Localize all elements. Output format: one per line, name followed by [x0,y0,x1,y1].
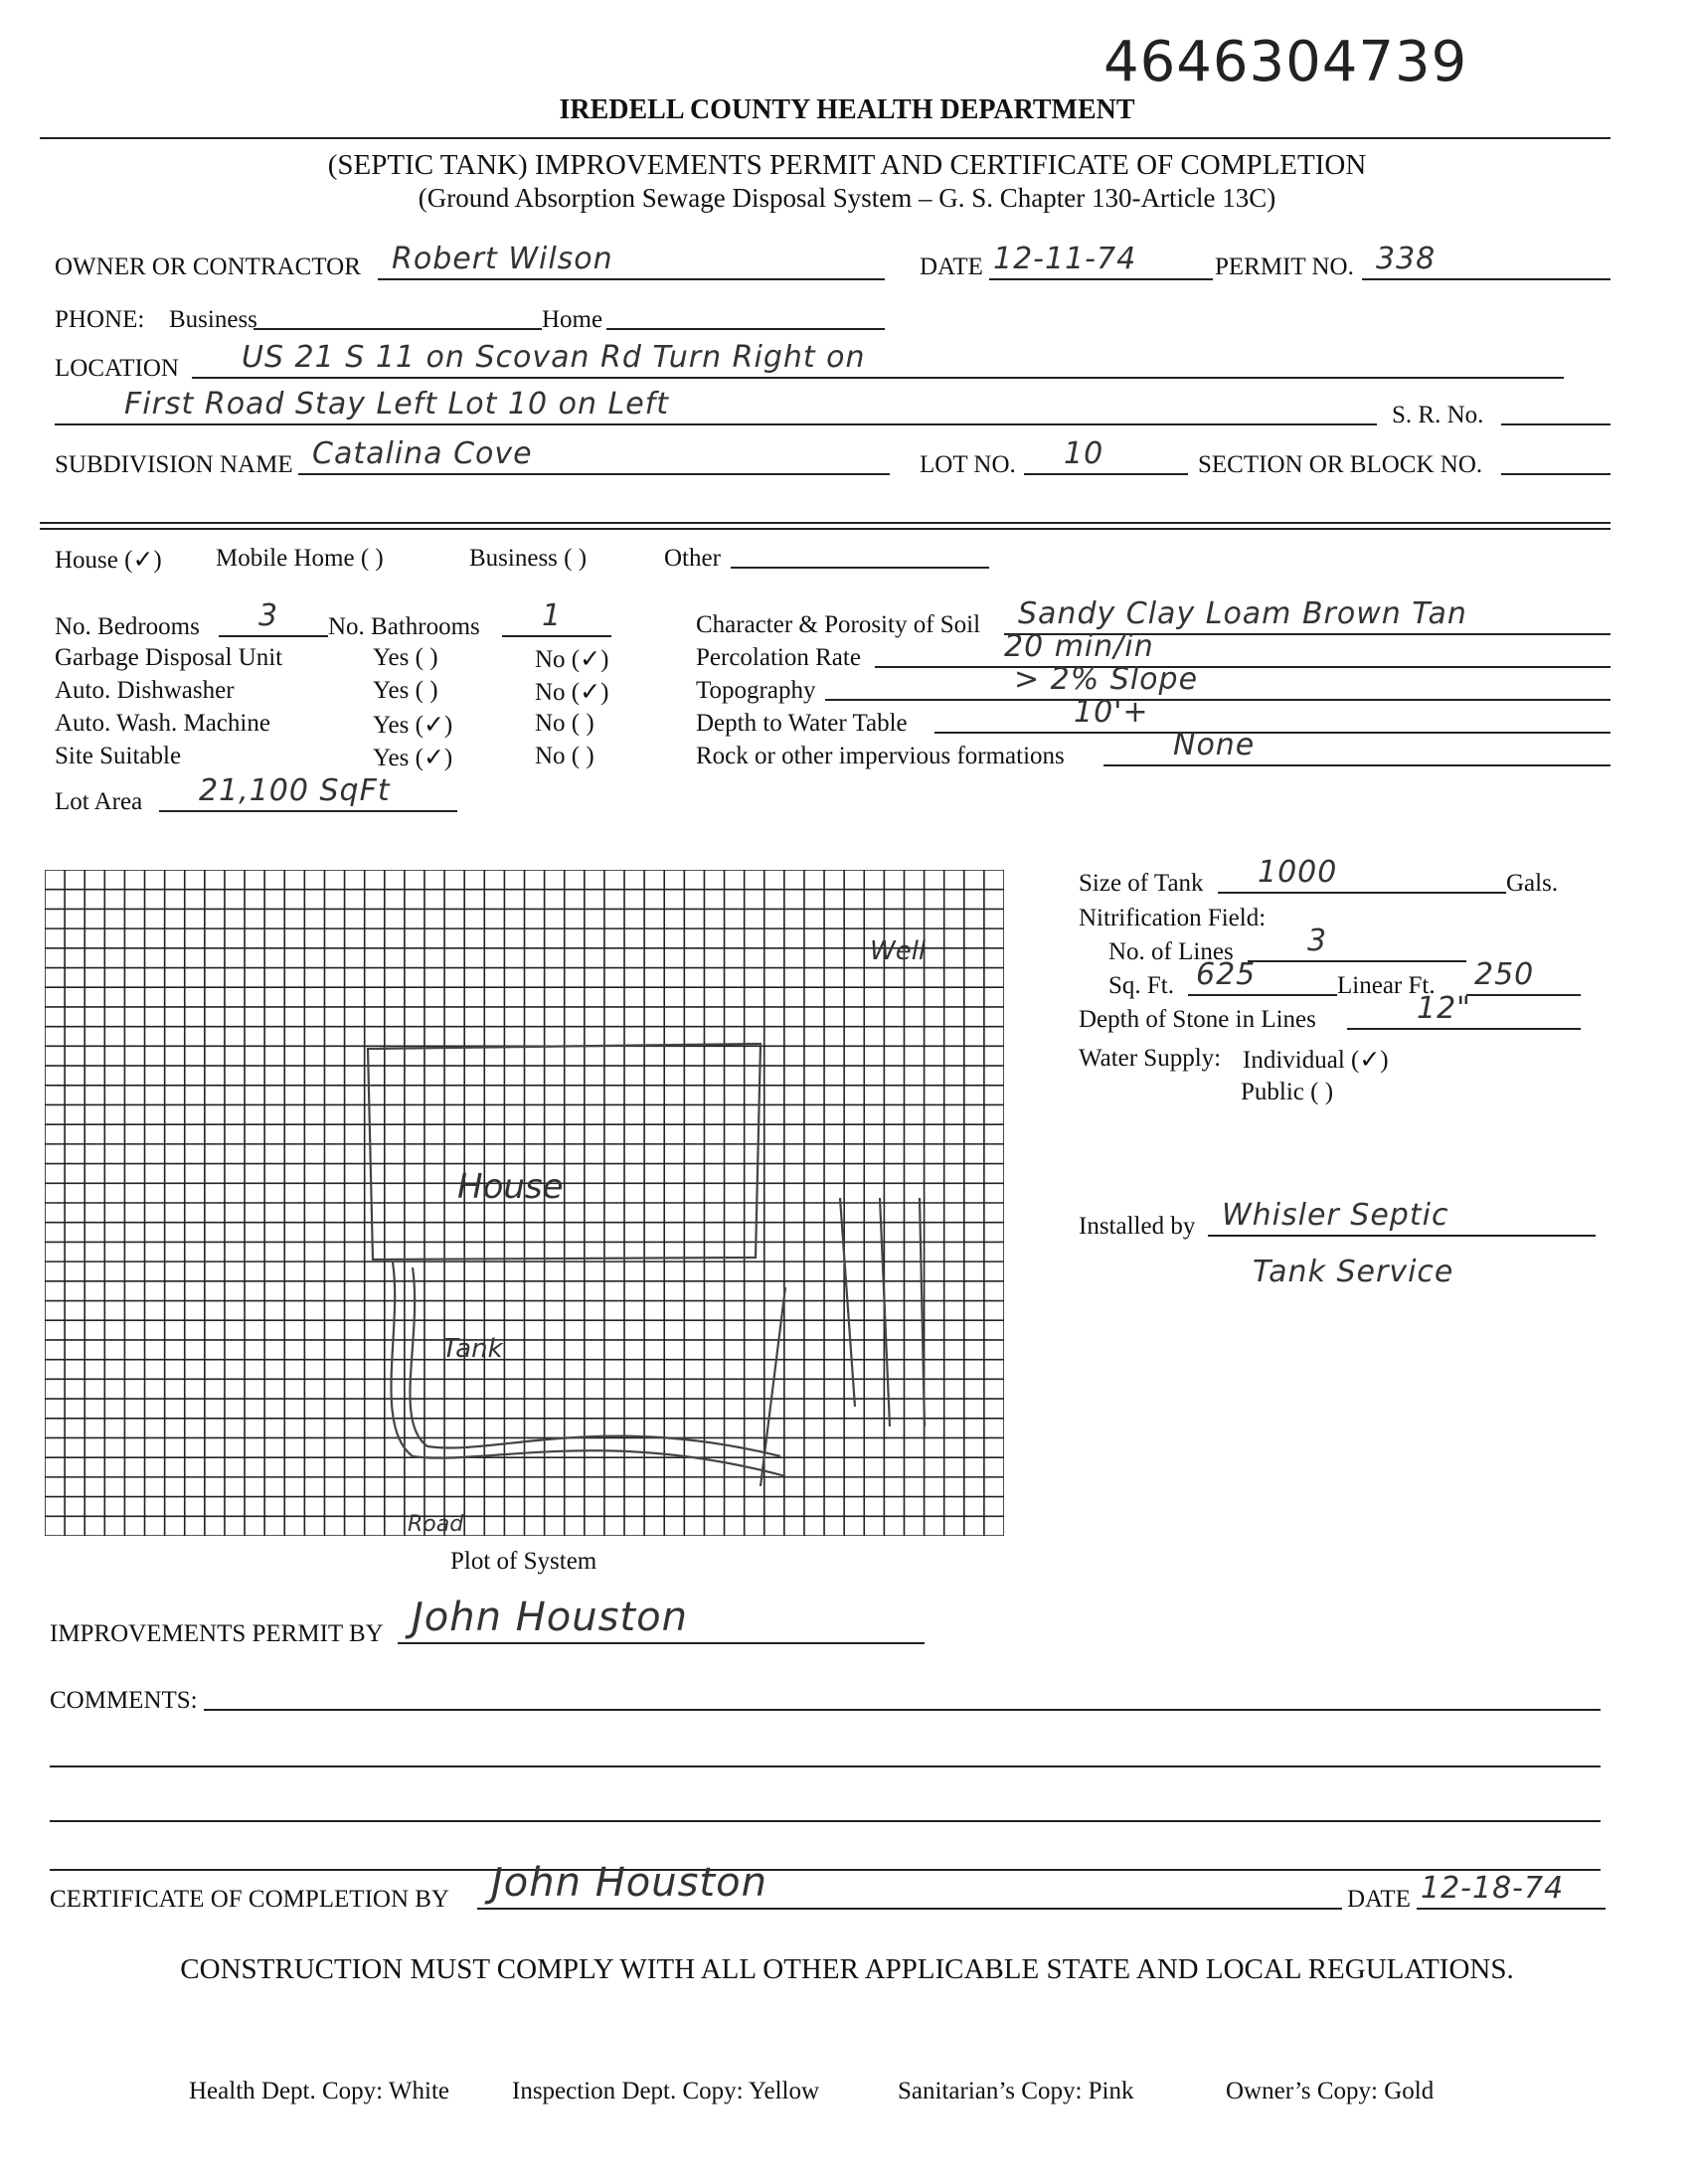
lot-area-label: Lot Area [55,788,143,815]
site-suitable-yes[interactable]: Yes (✓) [373,745,453,771]
water-supply-individual[interactable]: Individual (✓) [1243,1047,1389,1074]
type-house[interactable]: House (✓) [55,547,162,574]
house-plot-label: House [457,1167,564,1207]
bedrooms-value: 3 [258,598,279,633]
road-plot-label: Road [408,1512,464,1536]
permit-by-label: IMPROVEMENTS PERMIT BY [50,1620,384,1647]
water-table-field[interactable] [934,695,1610,734]
copy-sanitarian: Sanitarian’s Copy: Pink [898,2078,1134,2104]
copy-inspection-dept: Inspection Dept. Copy: Yellow [512,2078,820,2104]
water-table-label: Depth to Water Table [696,710,908,737]
subdivision-value: Catalina Cove [312,436,533,471]
type-business[interactable]: Business ( ) [469,545,588,572]
permit-no-value: 338 [1376,242,1437,276]
well-plot-label: Well [870,936,927,966]
permit-no-label: PERMIT NO. [1215,253,1354,280]
phone-business-field[interactable] [254,328,542,330]
lines-field[interactable] [1248,924,1466,962]
phone-home-label: Home [542,306,603,333]
bathrooms-field[interactable] [502,598,611,637]
lot-no-field[interactable] [1024,436,1188,475]
topography-field[interactable] [825,662,1610,701]
tank-size-value: 1000 [1258,855,1338,890]
comments-line-1[interactable] [204,1709,1601,1711]
gals-label: Gals. [1506,870,1559,897]
rock-field[interactable] [1103,728,1610,766]
garbage-no[interactable]: No (✓) [535,646,609,673]
rock-value: None [1173,728,1256,762]
location-label: LOCATION [55,355,179,382]
permit-by-signature: John Houston [412,1595,688,1640]
phone-business-label: Business [169,306,257,333]
water-table-value: 10'+ [1074,695,1149,730]
installed-by-value-1: Whisler Septic [1222,1198,1449,1233]
perc-rate-field[interactable] [875,629,1610,668]
sr-no-label: S. R. No. [1392,402,1484,428]
compliance-notice: CONSTRUCTION MUST COMPLY WITH ALL OTHER APPLICABLE STATE AND LOCAL REGULATIONS. [180,1953,1514,1985]
permit-by-field[interactable] [398,1595,925,1644]
tank-plot-label: Tank [442,1334,503,1364]
comments-line-2[interactable] [50,1765,1601,1767]
certificate-by-signature: John Houston [491,1860,767,1906]
dishwasher-label: Auto. Dishwasher [55,677,235,704]
water-supply-public[interactable]: Public ( ) [1241,1079,1334,1105]
bedrooms-field[interactable] [219,598,328,637]
washer-yes[interactable]: Yes (✓) [373,712,453,739]
bedrooms-label: No. Bedrooms [55,613,200,640]
header-rule [40,137,1610,139]
dishwasher-no[interactable]: No (✓) [535,679,609,706]
type-mobile-home[interactable]: Mobile Home ( ) [216,545,384,572]
bathrooms-label: No. Bathrooms [328,613,480,640]
garbage-yes[interactable]: Yes ( ) [373,644,438,671]
installed-by-field[interactable] [1208,1198,1596,1237]
lot-no-label: LOT NO. [920,451,1016,478]
certificate-date-field[interactable] [1417,1871,1606,1910]
comments-label: COMMENTS: [50,1687,198,1714]
installed-by-value-2: Tank Service [1253,1255,1454,1289]
permit-no-field[interactable] [1362,242,1610,280]
type-other-label: Other [664,545,721,572]
lot-no-value: 10 [1064,436,1104,471]
certificate-by-label: CERTIFICATE OF COMPLETION BY [50,1886,449,1913]
certificate-by-field[interactable] [477,1860,1342,1910]
topography-value: > 2% Slope [1014,662,1199,697]
subdivision-field[interactable] [298,436,890,475]
location-line-2[interactable] [55,387,1377,425]
sqft-label: Sq. Ft. [1108,972,1175,999]
phone-home-field[interactable] [606,328,885,330]
department-name: IREDELL COUNTY HEALTH DEPARTMENT [559,94,1135,125]
date-field[interactable] [989,242,1213,280]
section-label: SECTION OR BLOCK NO. [1198,451,1483,478]
phone-label: PHONE: [55,306,145,333]
owner-value: Robert Wilson [392,242,613,276]
tank-size-label: Size of Tank [1079,870,1204,897]
lot-area-field[interactable] [159,773,457,812]
washer-no[interactable]: No ( ) [535,710,594,737]
subdivision-label: SUBDIVISION NAME [55,451,293,478]
washer-label: Auto. Wash. Machine [55,710,270,737]
stone-depth-label: Depth of Stone in Lines [1079,1006,1316,1033]
certificate-date-value: 12-18-74 [1421,1871,1565,1906]
form-subtitle: (Ground Absorption Sewage Disposal System – G. S. Chapter 130-Article 13C) [418,183,1276,213]
plot-grid [45,870,1004,1536]
location-line-1[interactable] [192,340,1564,379]
divider-rule-2 [40,528,1610,530]
comments-line-3[interactable] [50,1820,1601,1822]
lot-area-value: 21,100 SqFt [199,773,391,808]
certificate-date-label: DATE [1347,1886,1411,1913]
tank-size-field[interactable] [1218,855,1506,894]
linear-ft-field[interactable] [1466,957,1581,996]
copy-health-dept: Health Dept. Copy: White [189,2078,449,2104]
date-value: 12-11-74 [993,242,1137,276]
sr-no-field[interactable] [1501,423,1610,425]
perc-rate-value: 20 min/in [1004,629,1154,664]
site-suitable-no[interactable]: No ( ) [535,743,594,769]
divider-rule-1 [40,522,1610,524]
sqft-field[interactable] [1188,957,1337,996]
lines-label: No. of Lines [1108,938,1234,965]
rock-label: Rock or other impervious formations [696,743,1065,769]
location-value-1: US 21 S 11 on Scovan Rd Turn Right on [242,340,866,375]
type-other-field[interactable] [731,567,989,569]
installed-by-label: Installed by [1079,1213,1196,1240]
site-suitable-label: Site Suitable [55,743,182,769]
stone-depth-value: 12" [1417,991,1471,1026]
stone-depth-field[interactable] [1347,991,1581,1030]
comments-rule [50,1869,1601,1871]
bathrooms-value: 1 [542,598,563,633]
dishwasher-yes[interactable]: Yes ( ) [373,677,438,704]
lines-value: 3 [1307,924,1328,958]
owner-label: OWNER OR CONTRACTOR [55,253,361,280]
linear-ft-value: 250 [1474,957,1535,992]
perc-rate-label: Percolation Rate [696,644,861,671]
copy-owner: Owner’s Copy: Gold [1226,2078,1435,2104]
section-field[interactable] [1501,473,1610,475]
soil-character-value: Sandy Clay Loam Brown Tan [1018,596,1467,631]
nitrification-label: Nitrification Field: [1079,905,1267,931]
owner-field[interactable] [378,242,885,280]
plot-caption: Plot of System [450,1548,597,1575]
topography-label: Topography [696,677,816,704]
soil-character-label: Character & Porosity of Soil [696,611,981,638]
form-title: (SEPTIC TANK) IMPROVEMENTS PERMIT AND CERTIFICATE OF COMPLETION [327,149,1367,181]
linear-ft-label: Linear Ft. [1337,972,1436,999]
sqft-value: 625 [1196,957,1257,992]
field-line-1 [840,1198,855,1407]
water-supply-label: Water Supply: [1079,1045,1222,1072]
garbage-label: Garbage Disposal Unit [55,644,283,671]
location-value-2: First Road Stay Left Lot 10 on Left [124,387,670,421]
date-label: DATE [920,253,983,280]
stamp-number: 4646304739 [1103,30,1468,94]
